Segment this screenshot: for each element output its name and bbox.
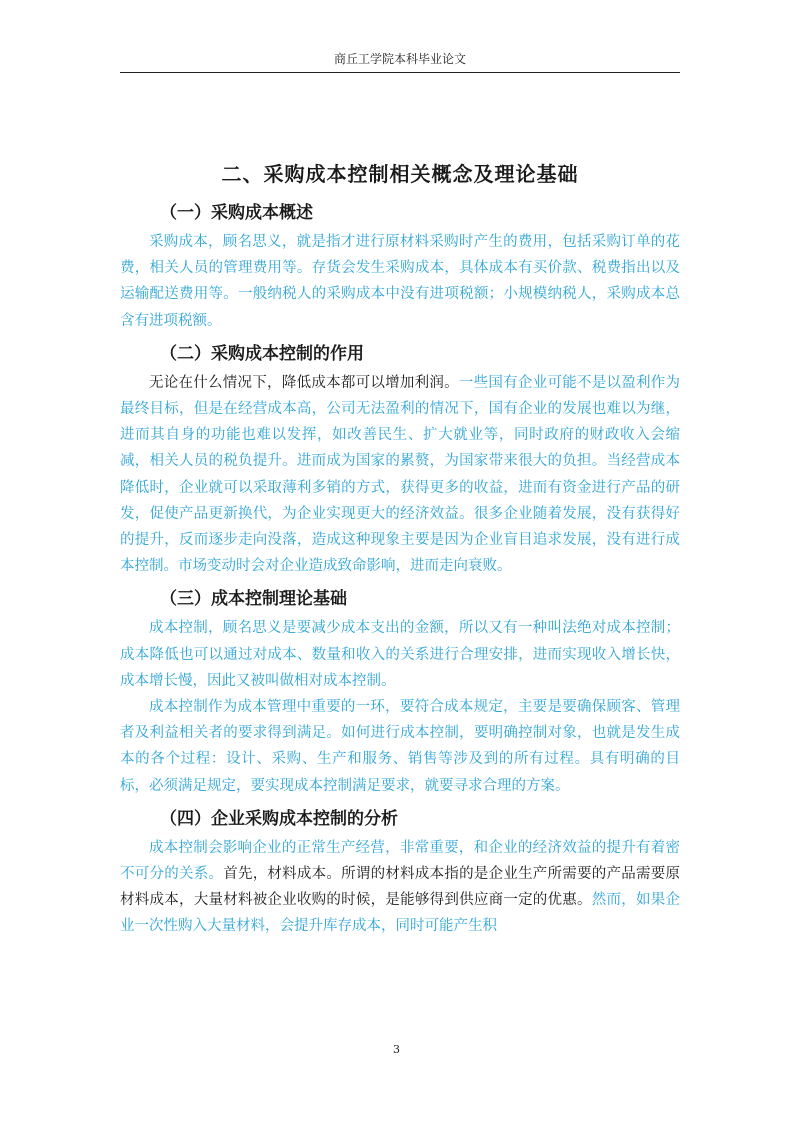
- page-number: 3: [393, 1043, 400, 1056]
- text-run: 采购成本，顾名思义，就是指才进行原材料采购时产生的费用，包括采购订单的花费，相关人员的管理费用等。存货会发生采购成本，具体成本有买价款、税费指出以及运输配送费用等。一般纳税人的采购成本中没有进项税额；小规模纳税人，采购成本总含有进项税额。: [120, 234, 680, 329]
- text-run: 成本控制会影响企业的正常生产经营，非常重要，和企业的经济效益的提升有着密不可分的关系。: [120, 839, 680, 883]
- section-heading: （四）企业采购成本控制的分析: [160, 808, 398, 829]
- section-heading: （三）成本控制理论基础: [160, 589, 347, 610]
- text-run: 无论在什么情况下，降低成本都可以增加利润。: [149, 374, 459, 391]
- section-heading: （一）采购成本概述: [160, 203, 313, 223]
- document-body: [120, 158, 680, 940]
- text-run: 然而，如果企业一次性购入大量材料，会提升库存成本，同时可能产生积: [120, 892, 680, 935]
- section-heading: （二）采购成本控制的作用: [160, 343, 364, 364]
- body-paragraph: [120, 370, 680, 580]
- text-run: 首先，材料成本。所谓的材料成本指的是企业生产所需要的产品需要原材料成本，大量材料被企业收购的时候，是能够得到供应商一定的优惠。: [120, 866, 680, 909]
- text-run: 一些国有企业可能不是以盈利作为最终目标，但是在经营成本高，公司无法盈利的情况下，国有企业的发展也难以为继，进而其自身的功能也难以发挥，如改善民生、扩大就业等，同时政府的财政收入会缩减，相关人员的税负提升。进而成为国家的累赘，为国家带来很大的负担。当经营成本降低时，企业就可以采取薄利多销的方式，获得更多的收益，进而有资金进行产品的研发，促使产品更新换代，为企业实现更大的经济效益。很多企业随着发展，没有获得好的提升，反而逐步走向没落，造成这种现象主要是因为企业盲目追求发展，没有进行成本控制。市场变动时会对企业造成致命影响，进而走向衰败。: [120, 374, 681, 575]
- body-paragraph: [120, 229, 680, 334]
- body-paragraph: [120, 835, 680, 940]
- header-rule: [120, 72, 680, 73]
- text-run: 成本控制，顾名思义是要减少成本支出的金额，所以又有一种叫法绝对成本控制；成本降低也可以通过对成本、数量和收入的关系进行合理安排，进而实现收入增长快，成本增长慢，因此又被叫做相对成本控制。: [120, 620, 680, 689]
- chapter-title: 二、采购成本控制相关概念及理论基础: [221, 162, 579, 186]
- running-header: 商丘工学院本科毕业论文: [333, 52, 466, 66]
- body-paragraph: [120, 615, 680, 694]
- body-paragraph: [120, 694, 680, 799]
- text-run: 成本控制作为成本管理中重要的一环，要符合成本规定，主要是要确保顾客、管理者及利益相关者的要求得到满足。如何进行成本控制，要明确控制对象，也就是发生成本的各个过程：设计、采购、生产和服务、销售等涉及到的所有过程。具有明确的目标，必须满足规定，要实现成本控制满足要求，就要寻求合理的方案。: [120, 699, 680, 794]
